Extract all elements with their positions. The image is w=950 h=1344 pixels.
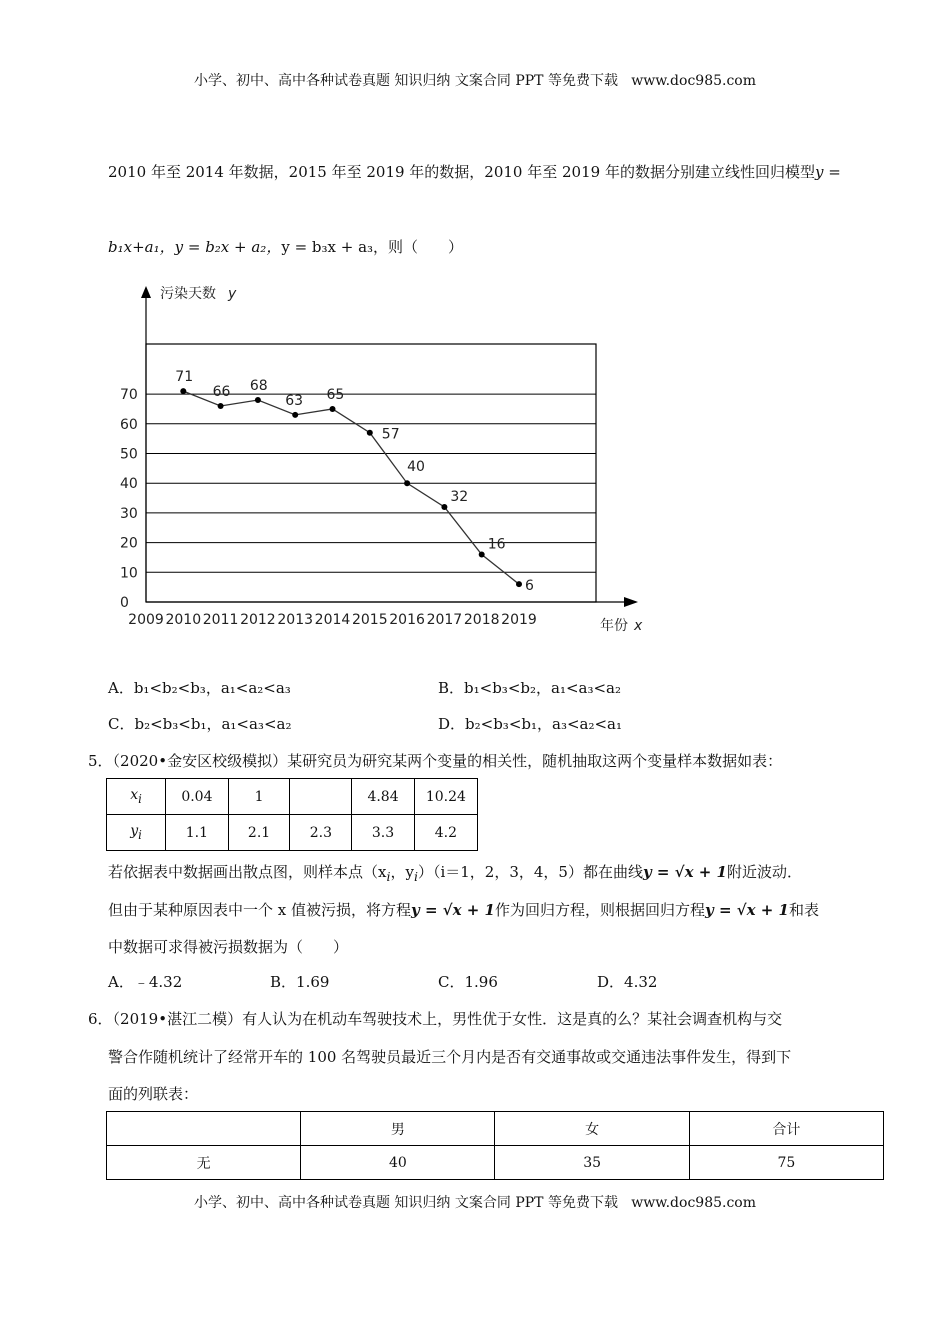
q4-option-d[interactable]: D．b₂<b₃<b₁，a₃<a₂<a₁ [438, 715, 623, 733]
y-cell-4: 3.3 [352, 815, 415, 851]
header-cell-empty [107, 1112, 301, 1146]
y-tick-label: 40 [120, 476, 138, 493]
q4-stem-line1 [108, 161, 841, 182]
data-point [255, 397, 261, 403]
q5-stem: 5．（2020•金安区校级模拟）某研究员为研究某两个变量的相关性，随机抽取这两个变量样本数据如表： [88, 752, 783, 770]
q5-eq-2: y = √x + 1 [411, 901, 495, 919]
data-label: 68 [249, 378, 268, 395]
x-axis-title: 年份 [600, 618, 628, 634]
q5-line3: 但由于某种原因表中一个 x 值被污损，将方程y = √x + 1作为回归方程，则根据回归方程y = √x + 1和表 [108, 901, 819, 919]
data-label: 65 [326, 386, 345, 403]
plot-frame [146, 344, 596, 602]
cell-male-none: 40 [301, 1146, 495, 1180]
y-tick-label: 30 [120, 505, 138, 522]
q5-option-c[interactable]: C．1.96 [438, 973, 498, 991]
table-row [107, 815, 478, 851]
q4-model-1: b₁x+a₁， [108, 238, 175, 256]
q4-stem-line2 [108, 236, 463, 257]
x-cell-5: 10.24 [414, 779, 477, 815]
x-tick-label: 2018 [463, 612, 500, 628]
x-tick-label: 2010 [165, 612, 202, 628]
x-tick-label: 2012 [240, 612, 276, 628]
y-tick-label: 70 [120, 387, 138, 404]
q5-eq-3: y = √x + 1 [705, 901, 789, 919]
q4-stem-text: 2010 年至 2014 年数据，2015 年至 2019 年的数据，2010 年至 2019 年的数据分别建立线性回归模型 [108, 163, 815, 181]
table-row [107, 1112, 884, 1146]
x-tick-label: 2017 [426, 612, 463, 628]
y-cell-2: 2.1 [228, 815, 290, 851]
table-row [107, 779, 478, 815]
x-axis-var: x [634, 618, 643, 634]
pollution-days-chart [110, 280, 650, 640]
row-label-x: $x_i$ [107, 779, 166, 815]
q4-stem-eq: y = [814, 163, 841, 181]
q6-line2: 警合作随机统计了经常开车的 100 名驾驶员最近三个月内是否有交通事故或交通违法事件发生，得到下 [108, 1048, 792, 1066]
q4-option-b[interactable]: B．b₁<b₃<b₂，a₁<a₃<a₂ [438, 679, 622, 697]
x-tick-label: 2009 [128, 612, 164, 628]
table-row [107, 1146, 884, 1180]
data-label: 66 [212, 383, 231, 400]
q4-option-a[interactable]: A．b₁<b₂<b₃，a₁<a₂<a₃ [108, 679, 291, 697]
page-header: 小学、初中、高中各种试卷真题 知识归纳 文案合同 PPT 等免费下载 www.doc985.com [193, 73, 756, 89]
data-label: 71 [175, 369, 194, 386]
q5-option-b[interactable]: B．1.69 [270, 973, 330, 991]
header-cell-total: 合计 [689, 1112, 883, 1146]
header-cell-male: 男 [301, 1112, 495, 1146]
y-cell-5: 4.2 [414, 815, 477, 851]
y-cell-3: 2.3 [290, 815, 352, 851]
x-cell-4: 4.84 [352, 779, 415, 815]
data-point [218, 403, 224, 409]
header-cell-female: 女 [495, 1112, 689, 1146]
data-point [367, 430, 373, 436]
data-label: 57 [381, 426, 400, 443]
x-cell-2: 1 [228, 779, 290, 815]
q5-line2: 若依据表中数据画出散点图，则样本点（$x_i$，$y_i)(i=1$，2，3，4，5）都在曲线y = √x + 1附近波动． [108, 863, 802, 884]
x-axis-arrow [624, 597, 638, 607]
x-cell-1: 0.04 [166, 779, 229, 815]
q5-option-d[interactable]: D．4.32 [597, 973, 658, 991]
y-axis-title: 污染天数 [160, 286, 216, 302]
y-tick-label: 60 [120, 416, 138, 433]
data-point [516, 581, 522, 587]
q4-model-3: y = b₃x + a₃，则（ ） [281, 238, 464, 256]
q5-option-a[interactable]: A．﹣4.32 [108, 973, 183, 991]
x-tick-label: 2016 [389, 612, 425, 628]
x-tick-label: 2014 [314, 612, 351, 628]
data-label: 6 [525, 578, 534, 595]
data-point [180, 388, 186, 394]
y-tick-label: 0 [120, 595, 129, 611]
cell-total-none: 75 [689, 1146, 883, 1180]
data-point [330, 406, 336, 412]
row-label-none: 无 [107, 1146, 301, 1180]
data-label: 63 [285, 392, 304, 409]
data-label: 40 [407, 459, 425, 476]
x-tick-label: 2011 [202, 612, 239, 628]
q4-option-c[interactable]: C．b₂<b₃<b₁，a₁<a₃<a₂ [108, 715, 292, 733]
y-tick-label: 50 [120, 446, 138, 463]
q4-model-2: y = b₂x + a₂， [174, 238, 282, 256]
q5-data-table [106, 778, 478, 851]
y-cell-1: 1.1 [166, 815, 229, 851]
q5-curve-eq: y = √x + 1 [642, 863, 727, 881]
data-point [292, 412, 298, 418]
cell-female-none: 35 [495, 1146, 689, 1180]
q6-contingency-table [106, 1111, 884, 1180]
y-axis-arrow [141, 286, 151, 298]
page-footer: 小学、初中、高中各种试卷真题 知识归纳 文案合同 PPT 等免费下载 www.doc985.com [193, 1195, 756, 1211]
data-point [404, 480, 410, 486]
q5-line4: 中数据可求得被污损数据为（ ） [108, 938, 349, 956]
q6-line1: 6．（2019•湛江二模）有人认为在机动车驾驶技术上，男性优于女性．这是真的么？某社会调查机构与交 [88, 1010, 783, 1028]
y-axis-var: y [228, 286, 237, 302]
series-line [183, 391, 519, 584]
x-tick-label: 2013 [277, 612, 314, 628]
data-point [441, 504, 447, 510]
row-label-y: $y_i$ [107, 815, 166, 851]
x-tick-label: 2019 [501, 612, 537, 628]
y-tick-label: 20 [120, 535, 138, 552]
data-label: 32 [450, 488, 469, 505]
data-label: 16 [487, 536, 506, 553]
x-cell-3-smudged [290, 779, 352, 815]
y-tick-label: 10 [120, 565, 138, 582]
data-point [479, 551, 485, 557]
x-tick-label: 2015 [351, 612, 388, 628]
q6-line3: 面的列联表： [108, 1085, 199, 1103]
